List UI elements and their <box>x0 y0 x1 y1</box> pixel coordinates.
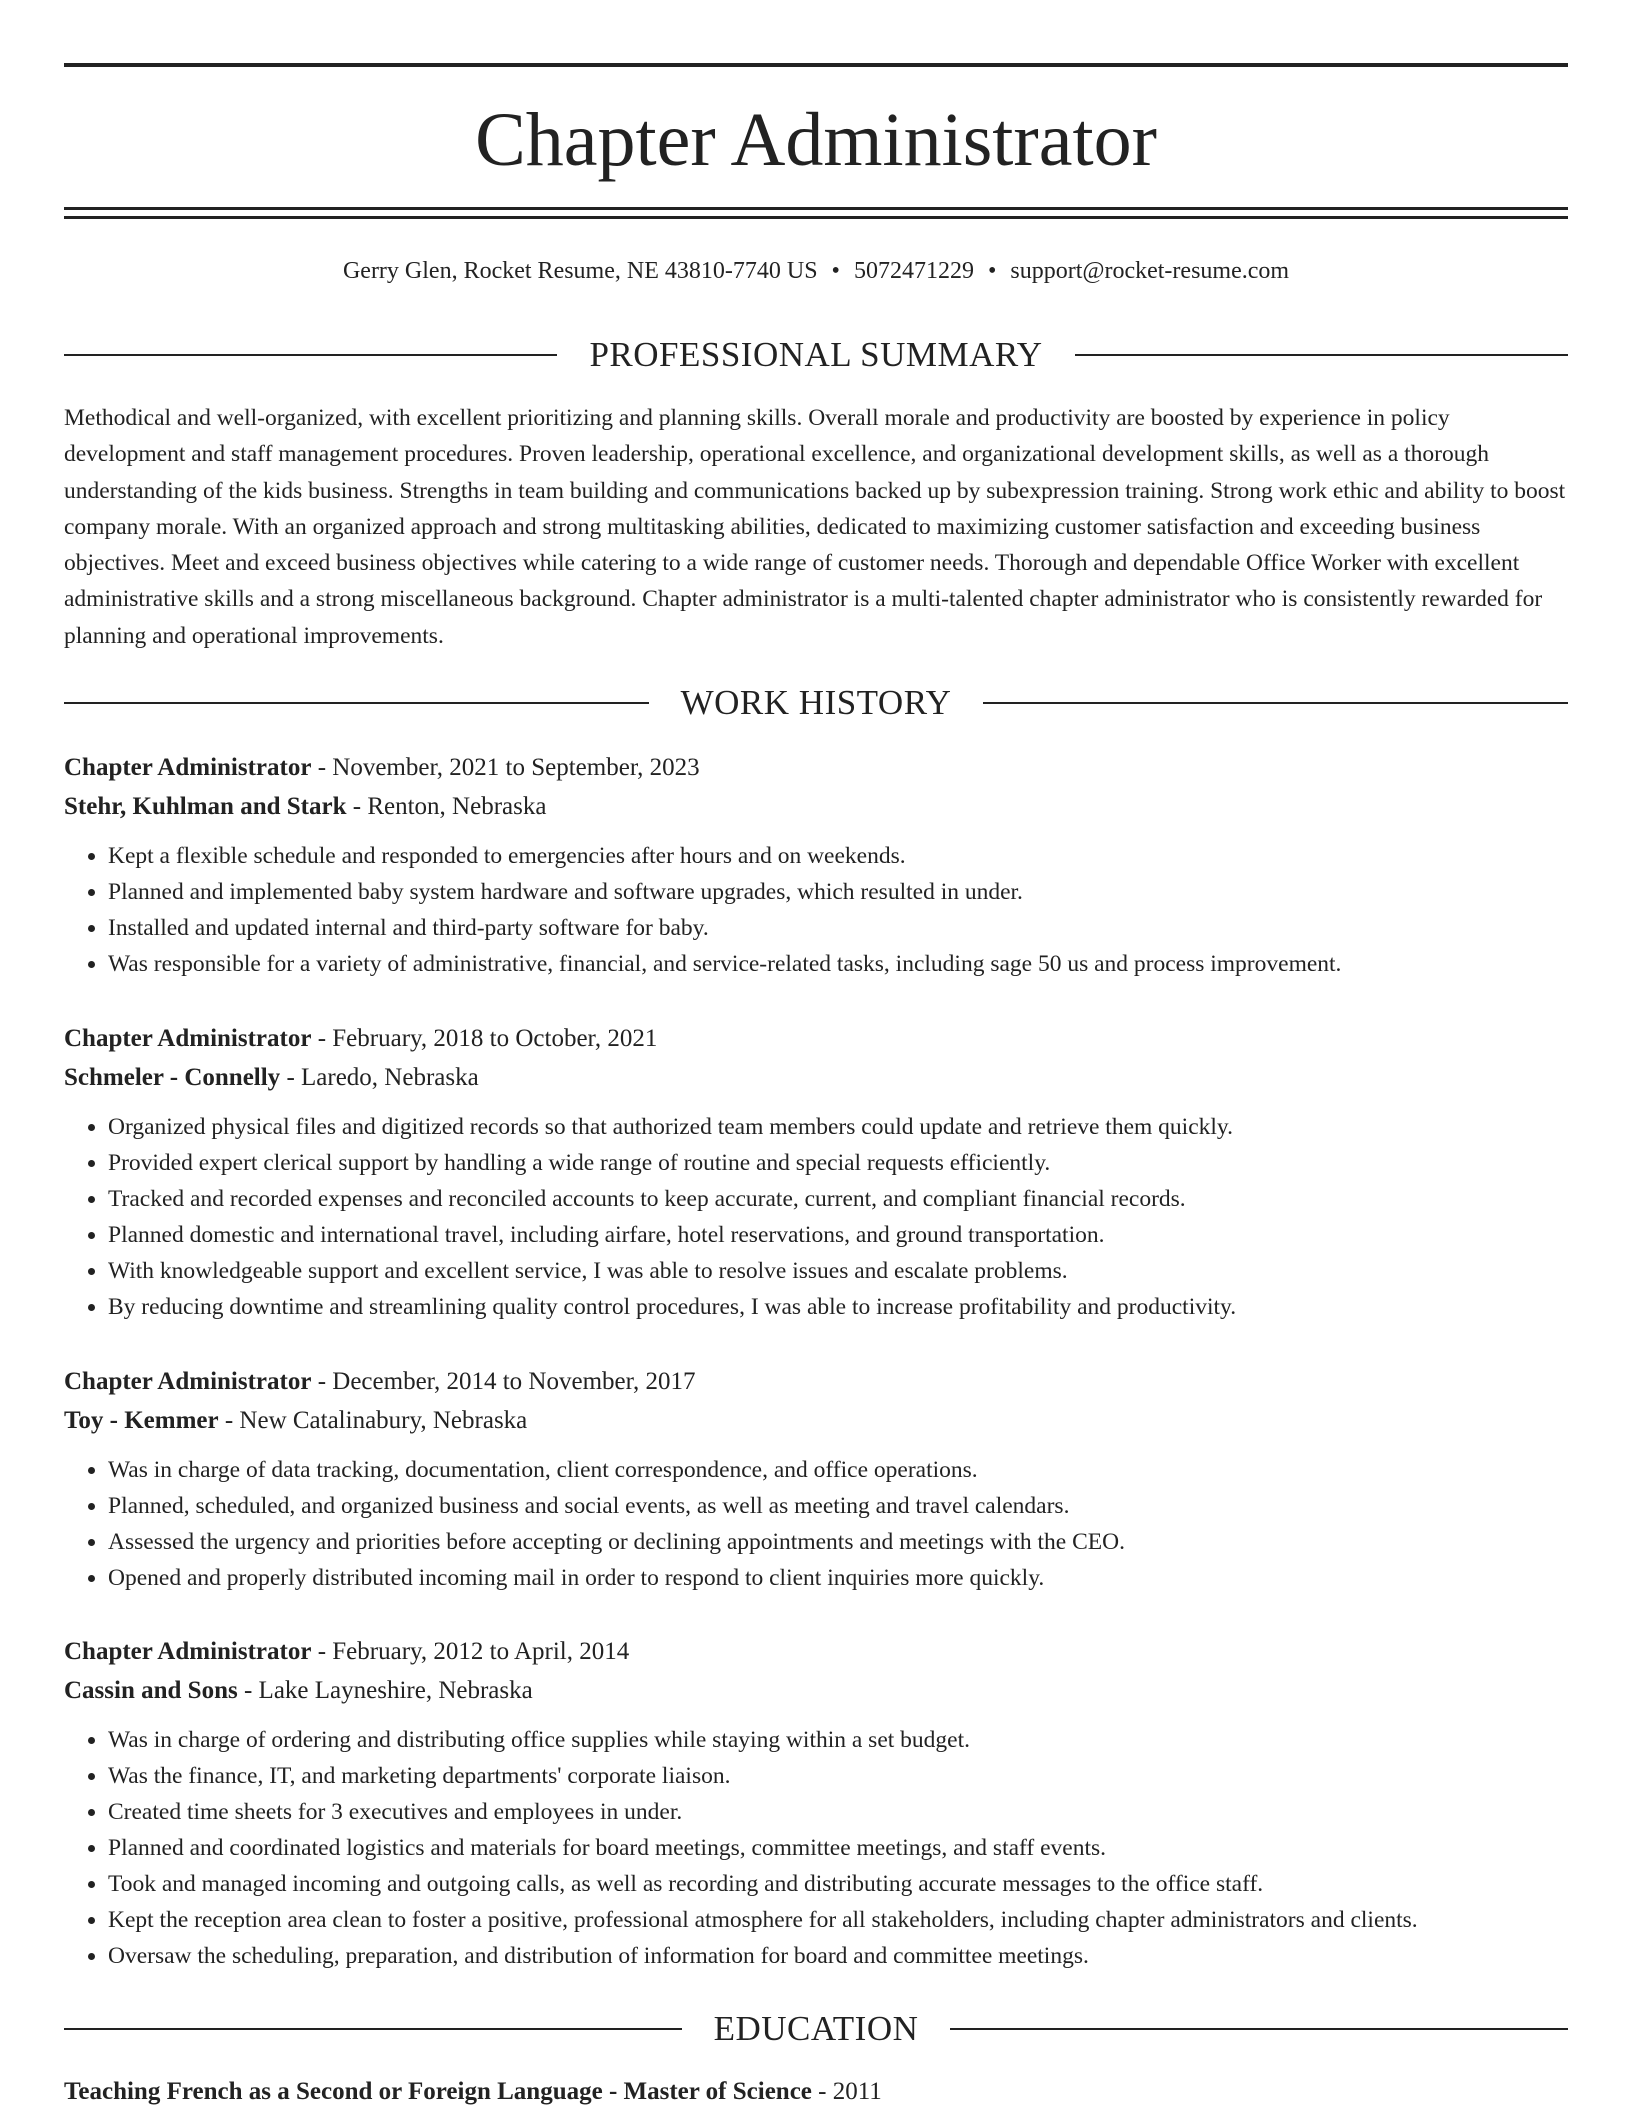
job-role: Chapter Administrator <box>64 1368 312 1395</box>
contact-phone: 5072471229 <box>853 258 974 284</box>
job-company: Stehr, Kuhlman and Stark <box>64 793 347 820</box>
job-title-line <box>64 1019 1568 1058</box>
resume-title: Chapter Administrator <box>475 98 1157 182</box>
job-location: - New Catalinabury, Nebraska <box>218 1407 528 1434</box>
contact-separator: • <box>831 258 840 284</box>
job-bullet: • Kept a flexible schedule and responded to emergencies after hours and on weekends. <box>108 838 1568 874</box>
job-bullets <box>64 838 1568 982</box>
section-heading-summary <box>64 333 1568 377</box>
job-location: - Renton, Nebraska <box>346 793 547 820</box>
section-title: WORK HISTORY <box>680 683 952 722</box>
job-company-line <box>64 1401 1568 1440</box>
job-dates: - November, 2021 to September, 2023 <box>311 754 700 781</box>
job-title-line <box>64 1362 1568 1401</box>
job-bullet: • Planned and implemented baby system hardware and software upgrades, which resulted in under. <box>108 874 1568 910</box>
summary-paragraph: Methodical and well-organized, with excellent prioritizing and planning skills. Overall morale and productivity are boosted by experience in policy development and staff management procedures. Proven leadership, operational excellence, and organizational development skills, as well as a thorough understanding of the kids business. Strengths in team building and communications backed up by subexpression training. Strong work ethic and ability to boost company morale. With an organized approach and strong multitasking abilities, dedicated to maximizing customer satisfaction and exceeding business objectives. Meet and exceed business objectives while catering to a wide range of customer needs. Thorough and dependable Office Worker with excellent administrative skills and a strong miscellaneous background. Chapter administrator is a multi-talented chapter administrator who is consistently rewarded for planning and operational improvements. <box>64 405 1566 649</box>
job-bullet: • By reducing downtime and streamlining quality control procedures, I was able to increase profitability and productivity. <box>108 1289 1568 1325</box>
title-underline-upper <box>64 207 1568 210</box>
section-heading-education <box>64 2007 1568 2051</box>
job-location: - Laredo, Nebraska <box>280 1064 479 1091</box>
heading-rule-right <box>1075 354 1568 356</box>
job-bullet: • Took and managed incoming and outgoing calls, as well as recording and distributing accurate messages to the office staff. <box>108 1866 1568 1902</box>
job-bullet: • Created time sheets for 3 executives and employees in under. <box>108 1794 1568 1830</box>
job-role: Chapter Administrator <box>64 754 312 781</box>
job-bullet: • Oversaw the scheduling, preparation, and distribution of information for board and committee meetings. <box>108 1938 1568 1974</box>
job-role: Chapter Administrator <box>64 1638 312 1665</box>
job-bullet: • Planned domestic and international travel, including airfare, hotel reservations, and ground transportation. <box>108 1217 1568 1253</box>
job-bullet: • Tracked and recorded expenses and reconciled accounts to keep accurate, current, and compliant financial records. <box>108 1181 1568 1217</box>
job-bullet: • Was responsible for a variety of administrative, financial, and service-related tasks, including sage 50 us and process improvement. <box>108 946 1568 982</box>
job-entry <box>64 1019 1568 1325</box>
job-entry <box>64 1362 1568 1596</box>
job-bullet: • Installed and updated internal and third-party software for baby. <box>108 910 1568 946</box>
job-bullet: • Provided expert clerical support by handling a wide range of routine and special requests efficiently. <box>108 1145 1568 1181</box>
education-year: - 2011 <box>811 2078 882 2105</box>
job-dates: - December, 2014 to November, 2017 <box>311 1368 696 1395</box>
job-bullets <box>64 1109 1568 1325</box>
job-title-line <box>64 748 1568 787</box>
section-heading-work-history <box>64 681 1568 725</box>
heading-rule-left <box>64 702 649 704</box>
job-company: Toy - Kemmer <box>64 1407 219 1434</box>
job-bullet: • Planned, scheduled, and organized business and social events, as well as meeting and travel calendars. <box>108 1488 1568 1524</box>
contact-address: Gerry Glen, Rocket Resume, NE 43810-7740 US <box>342 258 818 284</box>
contact-email: support@rocket-resume.com <box>1010 258 1290 284</box>
job-bullet: • Was in charge of ordering and distributing office supplies while staying within a set budget. <box>108 1722 1568 1758</box>
job-bullet: • Assessed the urgency and priorities before accepting or declining appointments and meetings with the CEO. <box>108 1524 1568 1560</box>
job-dates: - February, 2018 to October, 2021 <box>311 1025 658 1052</box>
section-title: PROFESSIONAL SUMMARY <box>589 335 1043 374</box>
job-bullets <box>64 1452 1568 1596</box>
job-bullet: • Opened and properly distributed incoming mail in order to respond to client inquiries more quickly. <box>108 1560 1568 1596</box>
job-role: Chapter Administrator <box>64 1025 312 1052</box>
job-company-line <box>64 1058 1568 1097</box>
job-bullet: • Kept the reception area clean to foster a positive, professional atmosphere for all stakeholders, including chapter administrators and clients. <box>108 1902 1568 1938</box>
job-company-line <box>64 1671 1568 1710</box>
contact-separator: • <box>987 258 997 284</box>
job-company-line <box>64 787 1568 826</box>
heading-rule-left <box>64 354 557 356</box>
education-entry <box>64 2074 1568 2110</box>
job-bullet: • Was in charge of data tracking, documentation, client correspondence, and office operations. <box>108 1452 1568 1488</box>
job-dates: - February, 2012 to April, 2014 <box>311 1638 630 1665</box>
heading-rule-right <box>983 702 1568 704</box>
job-entry <box>64 748 1568 982</box>
title-underline-lower <box>64 216 1568 219</box>
heading-rule-right <box>950 2028 1568 2030</box>
top-rule <box>64 63 1568 67</box>
job-bullet: • With knowledgeable support and excellent service, I was able to resolve issues and escalate problems. <box>108 1253 1568 1289</box>
education-degree: Teaching French as a Second or Foreign Language - Master of Science <box>64 2078 812 2105</box>
job-bullet: • Organized physical files and digitized records so that authorized team members could update and retrieve them quickly. <box>108 1109 1568 1145</box>
contact-line <box>64 254 1568 288</box>
job-bullet: • Was the finance, IT, and marketing departments' corporate liaison. <box>108 1758 1568 1794</box>
job-bullets <box>64 1722 1568 1974</box>
job-company: Cassin and Sons <box>64 1677 238 1704</box>
job-company: Schmeler - Connelly <box>64 1064 281 1091</box>
job-location: - Lake Layneshire, Nebraska <box>237 1677 533 1704</box>
heading-rule-left <box>64 2028 682 2030</box>
job-title-line <box>64 1632 1568 1671</box>
section-title: EDUCATION <box>713 2009 919 2048</box>
job-bullet: • Planned and coordinated logistics and materials for board meetings, committee meetings, and staff events. <box>108 1830 1568 1866</box>
job-entry <box>64 1632 1568 1974</box>
